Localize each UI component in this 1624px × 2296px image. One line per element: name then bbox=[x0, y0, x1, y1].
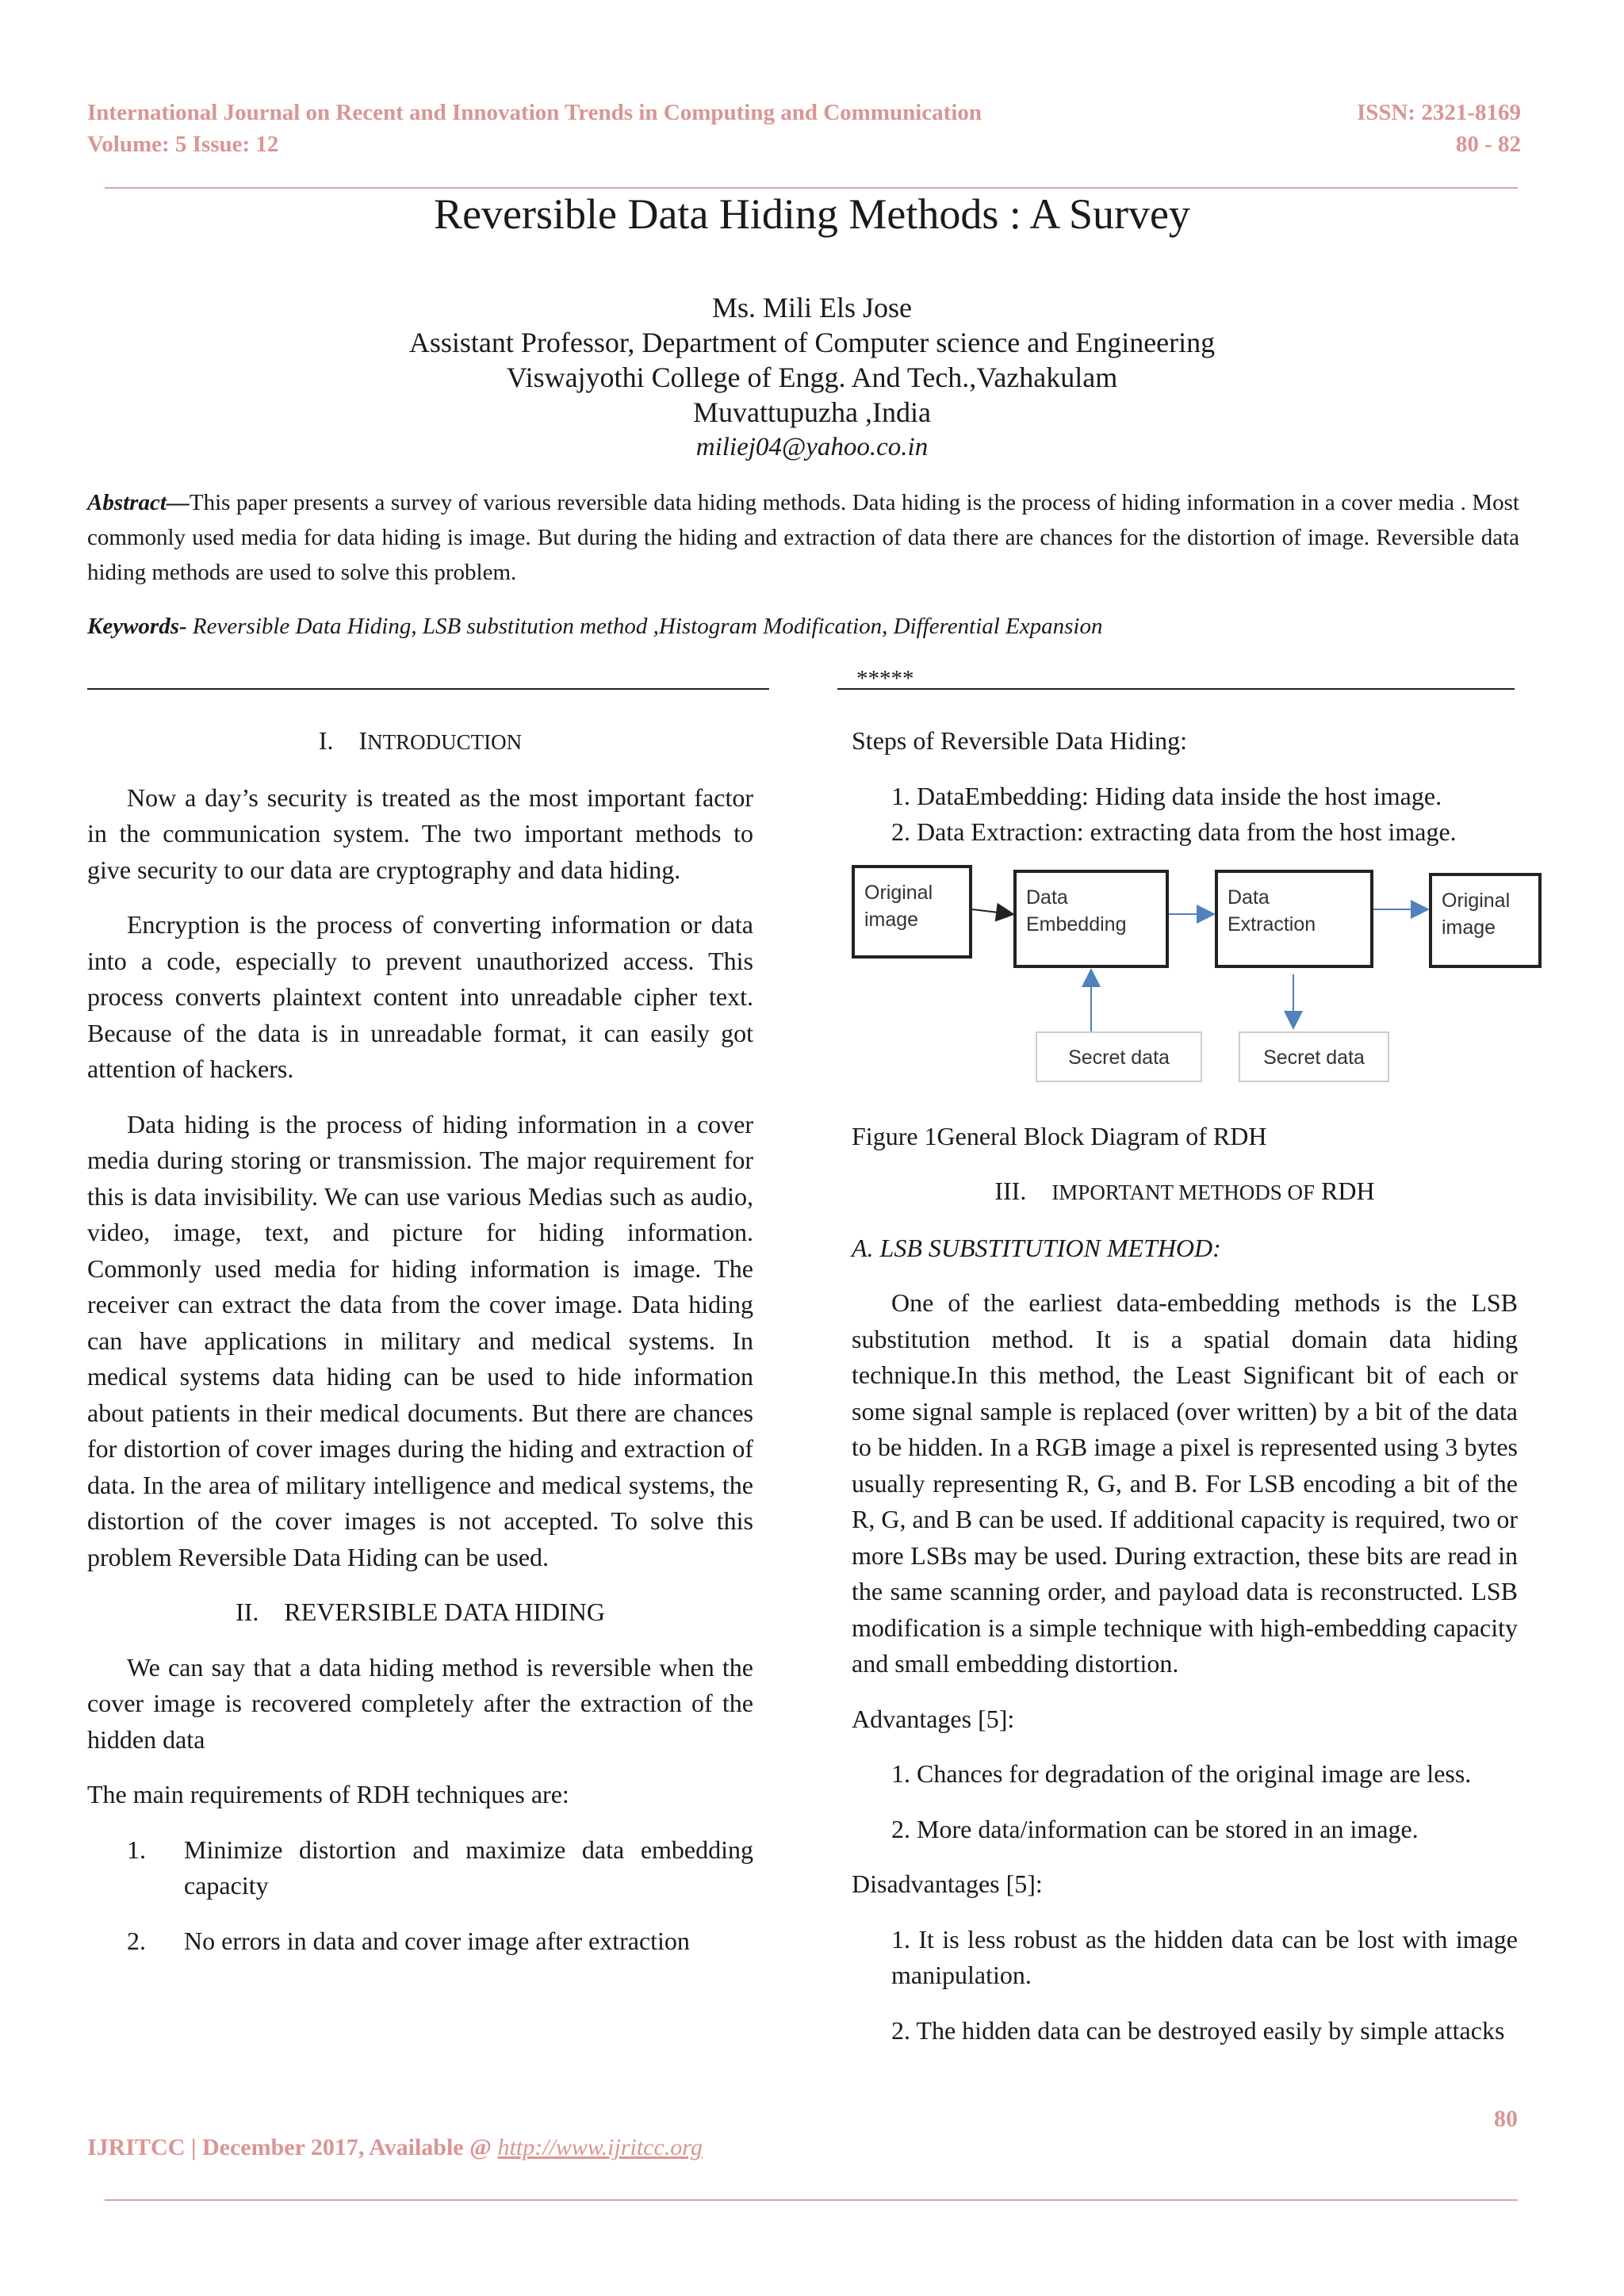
intro-paragraph-1: Now a day’s security is treated as the most important factor in the communication system. The two important methods to give security to our data are cryptography and data hiding. bbox=[87, 783, 753, 884]
left-column bbox=[87, 723, 753, 1978]
journal-link[interactable]: http://www.ijritcc.org bbox=[497, 2134, 703, 2160]
rdh-paragraph-2: The main requirements of RDH techniques are: bbox=[87, 1780, 569, 1808]
figure-caption: Figure 1General Block Diagram of RDH bbox=[852, 1121, 1267, 1150]
box-secret-data-input: Secret data bbox=[1036, 1031, 1202, 1082]
separator-line-right bbox=[837, 688, 1515, 690]
disadvantages-title: Disadvantages [5]: bbox=[852, 1869, 1043, 1898]
abstract-label: Abstract— bbox=[87, 490, 190, 515]
advantages-title: Advantages [5]: bbox=[852, 1704, 1015, 1733]
author-college: Viswajyothi College of Engg. And Tech.,Vazhakulam bbox=[506, 362, 1118, 393]
author-email: miliej04@yahoo.co.in bbox=[695, 433, 929, 461]
steps-list bbox=[852, 779, 1518, 851]
box-secret-data-output: Secret data bbox=[1239, 1031, 1389, 1082]
list-item: 1. Minimize distortion and maximize data embedding capacity bbox=[127, 1835, 753, 1900]
footer-rule bbox=[105, 2199, 1518, 2201]
list-item: 2. Data Extraction: extracting data from the host image. bbox=[891, 817, 1457, 846]
disadvantages-list bbox=[852, 1922, 1518, 2049]
journal-name: International Journal on Recent and Innovation Trends in Computing and Communication bbox=[87, 100, 982, 125]
abstract-text: This paper presents a survey of various reversible data hiding methods. Data hiding is the process of hiding information in a cover media . Most commonly used media for data hiding is image. But during the hiding and extraction of data there are chances for the distortion of image. Reversible data hiding methods are used to solve this problem. bbox=[87, 490, 1519, 585]
running-header-right bbox=[1357, 97, 1521, 160]
footer bbox=[87, 2134, 703, 2161]
advantages-list bbox=[852, 1756, 1518, 1847]
box-data-embedding: Data Embedding bbox=[1013, 870, 1169, 968]
requirements-list bbox=[87, 1832, 753, 1960]
steps-title: Steps of Reversible Data Hiding: bbox=[852, 726, 1188, 755]
lsb-paragraph: One of the earliest data-embedding methods is the LSB substitution method. It is a spatial domain data hiding technique.In this method, the Least Significant bit of each or some signal sample is replaced (over written) by a bit of the data to be hidden. In a RGB image a pixel is represented using 3 bytes usually representing R, G, and B. For LSB encoding a bit of the R, G, and B can be used. If additional capacity is required, two or more LSBs may be used. During extraction, these bits are read in the same scanning order, and payload data is reconstructed. LSB modification is a simple technique with high-embedding capacity and small embedding distortion. bbox=[852, 1288, 1518, 1678]
author-block bbox=[0, 290, 1624, 465]
block-diagram bbox=[852, 865, 1565, 1103]
intro-paragraph-2: Encryption is the process of converting information or data into a code, especially to prevent unauthorized access. This process converts plaintext content into unreadable cipher text. Because of the data is in unreadable format, it can easily got attention of hackers. bbox=[87, 910, 753, 1083]
list-item: 1. It is less robust as the hidden data can be lost with image manipulation. bbox=[891, 1924, 1518, 1989]
author-name: Ms. Mili Els Jose bbox=[711, 292, 913, 323]
list-item: 2. More data/information can be stored in an image. bbox=[891, 1814, 1419, 1843]
list-item: 2. The hidden data can be destroyed easily by simple attacks bbox=[891, 2015, 1505, 2045]
author-position: Assistant Professor, Department of Computer science and Engineering bbox=[408, 327, 1216, 358]
box-original-image-output: Original image bbox=[1429, 873, 1542, 968]
right-column bbox=[852, 723, 1518, 2068]
author-location: Muvattupuzha ,India bbox=[693, 396, 931, 428]
abstract bbox=[87, 485, 1519, 590]
keywords-text: Reversible Data Hiding, LSB substitution method ,Histogram Modification, Differential Expansion bbox=[186, 614, 1103, 639]
box-data-extraction: Data Extraction bbox=[1215, 870, 1373, 968]
section-separator bbox=[87, 666, 1515, 698]
running-header-left bbox=[87, 97, 982, 160]
rdh-paragraph-1: We can say that a data hiding method is reversible when the cover image is recovered completely after the extraction of the hidden data bbox=[87, 1652, 753, 1754]
arrow-original-to-embedding bbox=[972, 909, 1012, 914]
subsection-heading-lsb: A. LSB SUBSTITUTION METHOD: bbox=[852, 1233, 1221, 1262]
separator-stars: ***** bbox=[856, 666, 914, 691]
box-original-image-input: Original image bbox=[852, 865, 972, 959]
section-heading-introduction: I. INTRODUCTION bbox=[318, 726, 523, 755]
page-number: 80 bbox=[1494, 2106, 1518, 2132]
page-range: 80 - 82 bbox=[1455, 132, 1521, 157]
volume-issue: Volume: 5 Issue: 12 bbox=[87, 132, 279, 157]
section-heading-methods: III. IMPORTANT METHODS OF RDH bbox=[994, 1177, 1375, 1205]
list-item: 2. No errors in data and cover image after extraction bbox=[127, 1926, 690, 1955]
section-heading-rdh: II. REVERSIBLE DATA HIDING bbox=[236, 1598, 605, 1626]
list-item: 1. DataEmbedding: Hiding data inside the host image. bbox=[891, 781, 1442, 810]
separator-line-left bbox=[87, 688, 769, 690]
issn: ISSN: 2321-8169 bbox=[1356, 100, 1521, 125]
list-item: 1. Chances for degradation of the original image are less. bbox=[891, 1759, 1472, 1788]
intro-paragraph-3: Data hiding is the process of hiding information in a cover media during storing or transmission. The major requirement for this is data invisibility. We can use various Medias such as audio, video, image, text, and picture for hiding information. Commonly used media for hiding information is image. The receiver can extract the data from the cover image. Data hiding can have applications in military and medical systems. In medical systems data hiding can be used to hide information about patients in their medical documents. But there are chances for distortion of cover images during the hiding and extraction of data. In the area of military intelligence and medical systems, the distortion of the cover images is not accepted. To solve this problem Reversible Data Hiding can be used. bbox=[87, 1109, 753, 1571]
paper-title: Reversible Data Hiding Methods : A Survey bbox=[434, 190, 1190, 238]
keywords-label: Keywords- bbox=[87, 614, 187, 639]
keywords bbox=[87, 609, 1519, 644]
footer-text: IJRITCC | December 2017, Available @ bbox=[87, 2134, 498, 2160]
